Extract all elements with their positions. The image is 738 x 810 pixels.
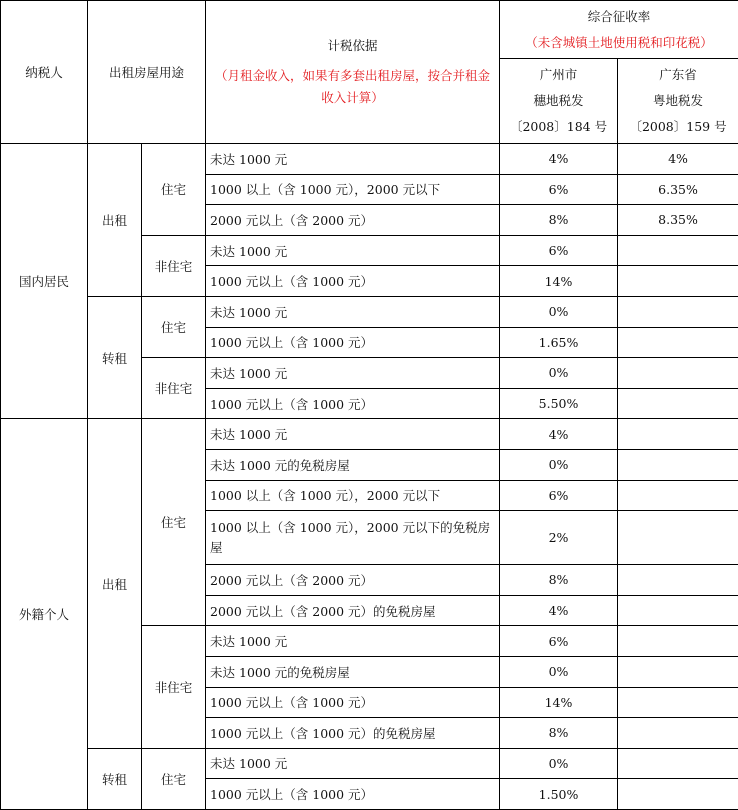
type-nonresidential: 非住宅: [142, 235, 206, 296]
rate-guangdong: [618, 235, 738, 266]
rate-guangzhou: 6%: [500, 174, 618, 205]
rate-guangdong: [618, 327, 738, 358]
rate-guangzhou: 4%: [500, 419, 618, 450]
basis-cell: 1000 元以上（含 1000 元）: [206, 687, 500, 718]
rate-guangzhou: 8%: [500, 565, 618, 596]
rate-guangzhou: 4%: [500, 595, 618, 626]
header-usage: 出租房屋用途: [88, 1, 206, 144]
header-basis: [206, 1, 500, 144]
basis-cell: 1000 元以上（含 1000 元）: [206, 779, 500, 810]
basis-cell: 1000 以上（含 1000 元），2000 元以下: [206, 480, 500, 511]
rate-guangdong: [618, 748, 738, 779]
basis-cell: 未达 1000 元: [206, 419, 500, 450]
basis-cell: 未达 1000 元: [206, 144, 500, 175]
basis-cell: 1000 元以上（含 1000 元）: [206, 266, 500, 297]
usage-sublease: 转租: [88, 296, 142, 418]
header-taxpayer: 纳税人: [1, 1, 88, 144]
basis-note: （月租金收入，如果有多套出租房屋，按合并租金收入计算）: [215, 68, 491, 105]
rate-guangzhou: 0%: [500, 296, 618, 327]
rate-guangdong: [618, 449, 738, 480]
type-residential: 住宅: [142, 748, 206, 809]
basis-cell: 1000 元以上（含 1000 元）: [206, 388, 500, 419]
rate-guangdong: [618, 626, 738, 657]
basis-cell: 1000 元以上（含 1000 元）: [206, 327, 500, 358]
header-guangdong: 广东省 粤地税发 〔2008〕159 号: [618, 59, 738, 144]
rate-guangdong: [618, 511, 738, 565]
rate-guangdong: [618, 388, 738, 419]
rate-guangdong: [618, 358, 738, 389]
rate-guangdong: [618, 595, 738, 626]
type-residential: 住宅: [142, 419, 206, 626]
usage-rent: 出租: [88, 419, 142, 748]
table-row: [1, 419, 738, 450]
basis-cell: 未达 1000 元的免税房屋: [206, 656, 500, 687]
rate-guangzhou: 0%: [500, 656, 618, 687]
rate-guangdong: [618, 656, 738, 687]
basis-cell: 未达 1000 元: [206, 748, 500, 779]
rate-guangdong: [618, 565, 738, 596]
rate-note: （未含城镇土地使用税和印花税）: [525, 34, 713, 50]
rate-guangdong: [618, 687, 738, 718]
rate-guangdong: [618, 419, 738, 450]
rate-guangzhou: 0%: [500, 748, 618, 779]
rate-guangzhou: 6%: [500, 626, 618, 657]
rate-title: 综合征收率: [587, 8, 651, 24]
rate-guangzhou: 1.65%: [500, 327, 618, 358]
rate-guangzhou: 8%: [500, 718, 618, 749]
rate-guangdong: [618, 480, 738, 511]
table-row: [1, 748, 738, 779]
type-nonresidential: 非住宅: [142, 626, 206, 748]
basis-cell: 未达 1000 元: [206, 296, 500, 327]
basis-cell: 未达 1000 元: [206, 626, 500, 657]
type-residential: 住宅: [142, 296, 206, 357]
basis-cell: 1000 以上（含 1000 元），2000 元以下的免税房屋: [206, 511, 500, 565]
rate-guangdong: [618, 296, 738, 327]
basis-cell: 未达 1000 元: [206, 358, 500, 389]
rate-guangzhou: 6%: [500, 480, 618, 511]
basis-cell: 未达 1000 元的免税房屋: [206, 449, 500, 480]
basis-title: 计税依据: [327, 38, 378, 53]
rate-guangzhou: 14%: [500, 266, 618, 297]
rate-guangdong: 6.35%: [618, 174, 738, 205]
usage-sublease: 转租: [88, 748, 142, 809]
rate-guangzhou: 4%: [500, 144, 618, 175]
basis-cell: 2000 元以上（含 2000 元）: [206, 565, 500, 596]
basis-cell: 未达 1000 元: [206, 235, 500, 266]
rate-guangzhou: 14%: [500, 687, 618, 718]
rate-guangdong: [618, 779, 738, 810]
taxpayer-domestic: 国内居民: [1, 144, 88, 419]
header-rate: [500, 1, 738, 59]
rate-guangzhou: 8%: [500, 205, 618, 236]
basis-cell: 2000 元以上（含 2000 元）的免税房屋: [206, 595, 500, 626]
table-row: [1, 144, 738, 175]
rate-guangzhou: 1.50%: [500, 779, 618, 810]
rate-guangzhou: 2%: [500, 511, 618, 565]
basis-cell: 2000 元以上（含 2000 元）: [206, 205, 500, 236]
rate-guangzhou: 5.50%: [500, 388, 618, 419]
header-row: [1, 1, 738, 59]
header-guangzhou: 广州市 穗地税发 〔2008〕184 号: [500, 59, 618, 144]
rate-guangdong: 4%: [618, 144, 738, 175]
rate-guangzhou: 0%: [500, 449, 618, 480]
type-nonresidential: 非住宅: [142, 358, 206, 419]
rate-guangzhou: 6%: [500, 235, 618, 266]
table-row: [1, 296, 738, 327]
basis-cell: 1000 元以上（含 1000 元）的免税房屋: [206, 718, 500, 749]
rate-guangzhou: 0%: [500, 358, 618, 389]
type-residential: 住宅: [142, 144, 206, 236]
rate-guangdong: [618, 266, 738, 297]
usage-rent: 出租: [88, 144, 142, 297]
basis-cell: 1000 以上（含 1000 元），2000 元以下: [206, 174, 500, 205]
taxpayer-foreign: 外籍个人: [1, 419, 88, 810]
rate-guangdong: [618, 718, 738, 749]
rate-guangdong: 8.35%: [618, 205, 738, 236]
